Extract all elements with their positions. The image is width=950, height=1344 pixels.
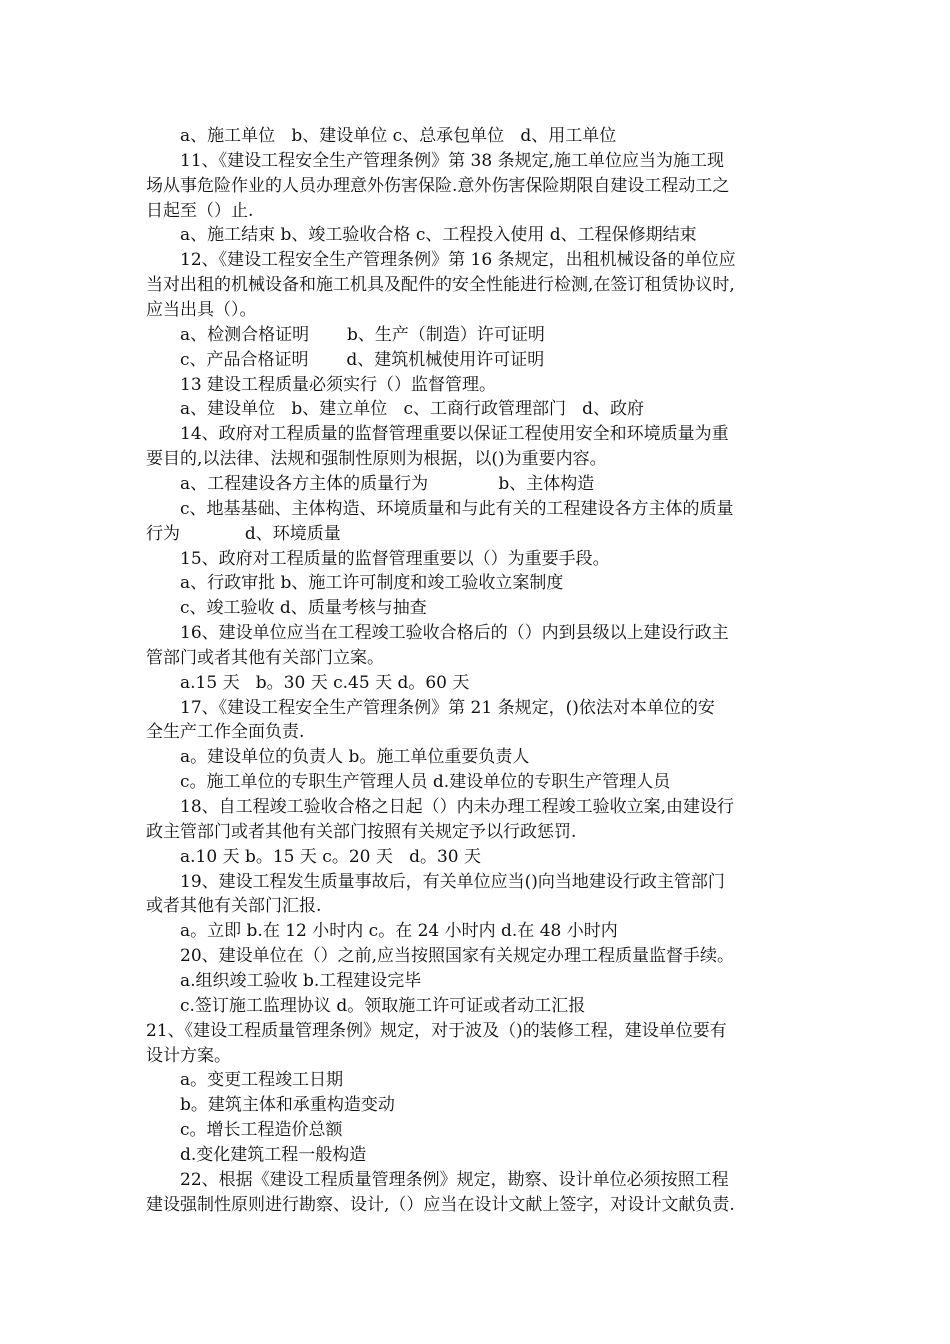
text-line: a.组织竣工验收 b.工程建设完毕 bbox=[180, 970, 422, 991]
text-line: 18、自工程竣工验收合格之日起（）内未办理工程竣工验收立案,由建设行 bbox=[180, 797, 735, 817]
text-line: c。增长工程造价总额 bbox=[180, 1120, 343, 1140]
text-line: 建设强制性原则进行勘察、设计,（）应当在设计文献上签字，对设计文献负责. bbox=[146, 1194, 735, 1215]
text-line: c、地基基础、主体构造、环境质量和与此有关的工程建设各方主体的质量 bbox=[180, 498, 734, 519]
text-line: 政主管部门或者其他有关部门按照有关规定予以行政惩罚. bbox=[146, 821, 577, 842]
text-line: a.15 天 b。30 天 c.45 天 d。60 天 bbox=[180, 672, 470, 693]
text-line: 或者其他有关部门汇报. bbox=[146, 896, 322, 917]
text-line: a、建设单位 b、建立单位 c、工商行政管理部门 d、政府 bbox=[180, 399, 645, 420]
text-line: 当对出租的机械设备和施工机具及配件的安全性能进行检测,在签订租赁协议时, bbox=[146, 275, 735, 296]
text-line: c、产品合格证明 d、建筑机械使用许可证明 bbox=[180, 349, 545, 370]
text-line: d.变化建筑工程一般构造 bbox=[180, 1144, 367, 1165]
text-line: c。施工单位的专职生产管理人员 d.建设单位的专职生产管理人员 bbox=[180, 772, 671, 793]
text-line: 14、政府对工程质量的监督管理重要以保证工程使用安全和环境质量为重 bbox=[180, 424, 729, 445]
text-line: 要目的,以法律、法规和强制性原则为根据，以()为重要内容。 bbox=[146, 449, 607, 470]
text-line: 21、《建设工程质量管理条例》规定，对于波及（)的装修工程，建设单位要有 bbox=[146, 1020, 727, 1041]
text-line: a、检测合格证明 b、生产（制造）许可证明 bbox=[180, 324, 545, 345]
text-line: a、施工单位 b、建设单位 c、总承包单位 d、用工单位 bbox=[180, 126, 617, 146]
text-line: c、竣工验收 d、质量考核与抽查 bbox=[180, 598, 427, 619]
text-line: 应当出具（）。 bbox=[146, 300, 257, 320]
text-line: c.签订施工监理协议 d。领取施工许可证或者动工汇报 bbox=[180, 995, 586, 1016]
text-line: 19、建设工程发生质量事故后，有关单位应当()向当地建设行政主管部门 bbox=[180, 871, 725, 892]
text-line: 日起至（）止. bbox=[146, 200, 254, 221]
text-line: 16、建设单位应当在工程竣工验收合格后的（）内到县级以上建设行政主 bbox=[180, 623, 729, 643]
text-line: a、工程建设各方主体的质量行为 b、主体构造 bbox=[180, 473, 595, 494]
text-line: a.10 天 b。15 天 c。20 天 d。30 天 bbox=[180, 846, 481, 867]
text-line: a。立即 b.在 12 小时内 c。在 24 小时内 d.在 48 小时内 bbox=[180, 921, 618, 942]
text-line: 设计方案。 bbox=[146, 1045, 231, 1066]
text-line: 15、政府对工程质量的监督管理重要以（）为重要手段。 bbox=[180, 548, 610, 569]
text-line: 12、《建设工程安全生产管理条例》第 16 条规定，出租机械设备的单位应 bbox=[180, 250, 736, 271]
text-line: 20、建设单位在（）之前,应当按照国家有关规定办理工程质量监督手续。 bbox=[180, 946, 735, 967]
text-line: 13 建设工程质量必须实行（）监督管理。 bbox=[180, 374, 497, 395]
text-line: b。建筑主体和承重构造变动 bbox=[180, 1095, 395, 1116]
text-line: 17、《建设工程安全生产管理条例》第 21 条规定，()依法对本单位的安 bbox=[180, 697, 715, 718]
text-line: a、施工结束 b、竣工验收合格 c、工程投入使用 d、工程保修期结束 bbox=[180, 225, 697, 246]
text-line: 11、《建设工程安全生产管理条例》第 38 条规定,施工单位应当为施工现 bbox=[180, 150, 724, 171]
text-line: 场从事危险作业的人员办理意外伤害保险.意外伤害保险期限自建设工程动工之 bbox=[146, 175, 730, 196]
text-line: 管部门或者其他有关部门立案。 bbox=[146, 647, 384, 668]
text-line: 全生产工作全面负责. bbox=[146, 722, 305, 743]
text-line: a。建设单位的负责人 b。施工单位重要负责人 bbox=[180, 747, 530, 768]
text-line: 22、根据《建设工程质量管理条例》规定，勘察、设计单位必须按照工程 bbox=[180, 1169, 729, 1190]
text-line: a、行政审批 b、施工许可制度和竣工验收立案制度 bbox=[180, 573, 564, 594]
text-line: a。变更工程竣工日期 bbox=[180, 1070, 344, 1091]
text-line: 行为 d、环境质量 bbox=[146, 523, 341, 544]
